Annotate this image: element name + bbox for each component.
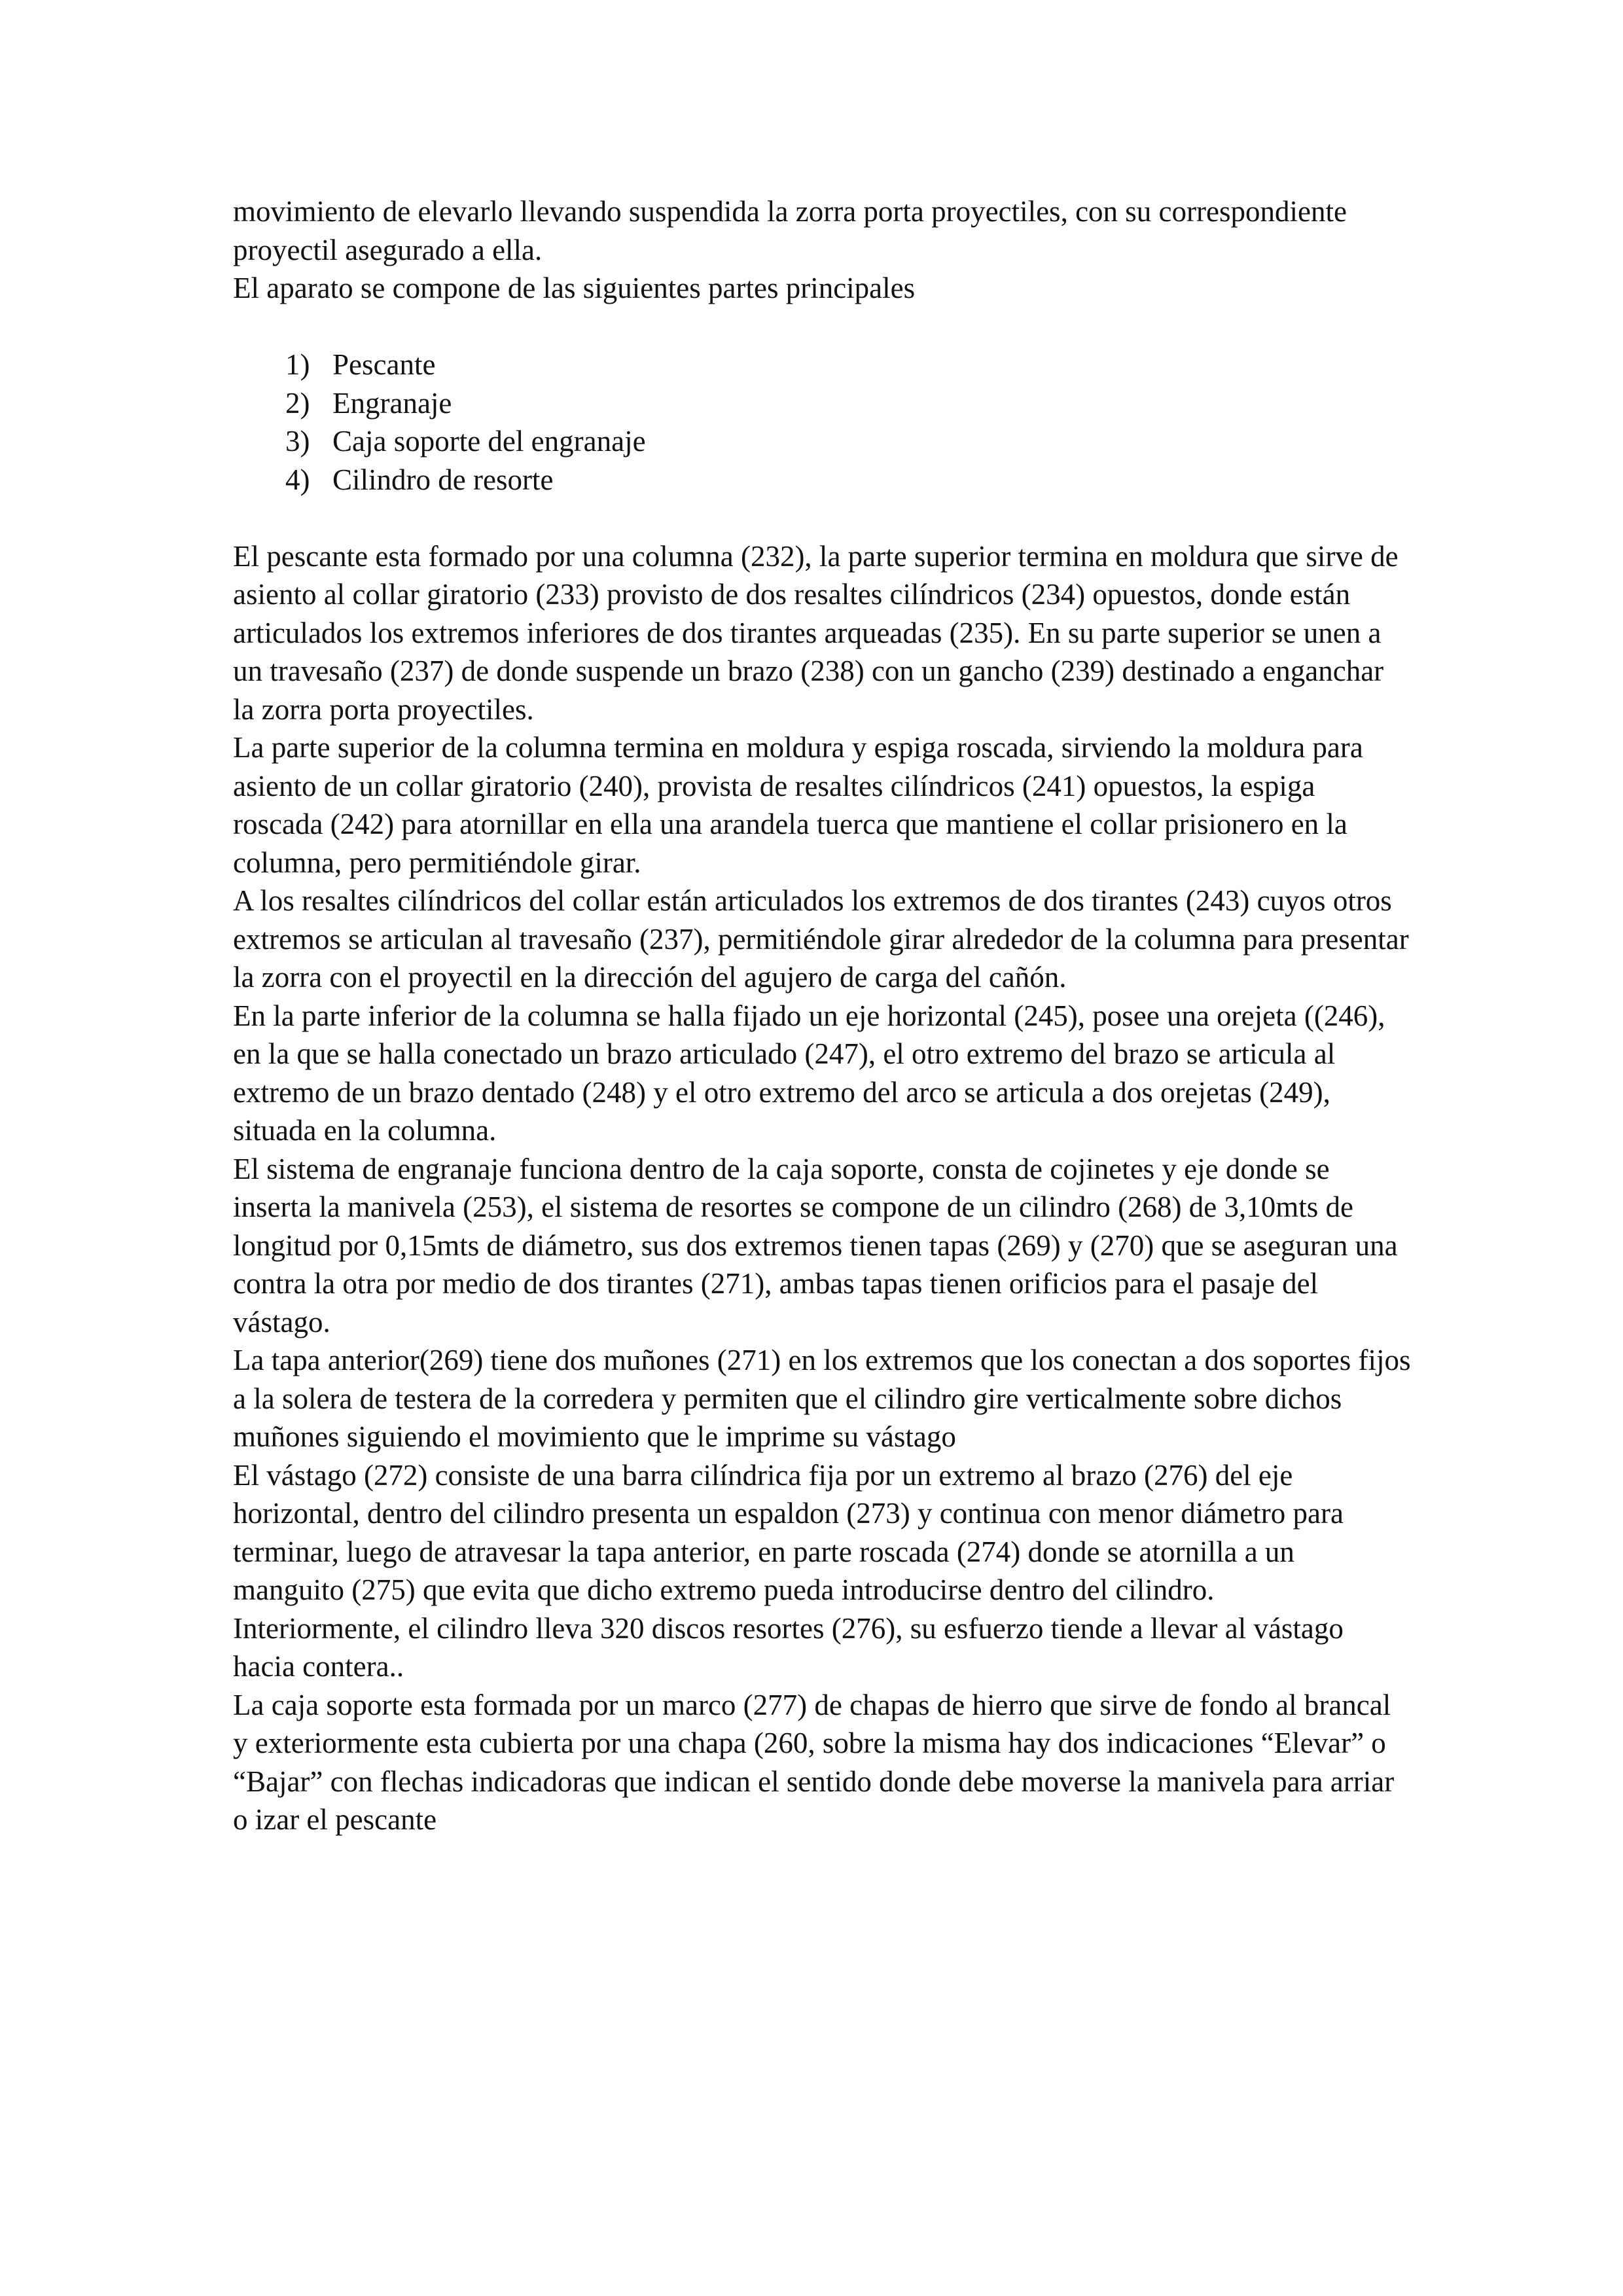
list-item-label: Caja soporte del engranaje <box>332 425 646 457</box>
list-item-label: Cilindro de resorte <box>332 463 554 496</box>
list-item-number: 2) <box>285 386 310 420</box>
body-paragraph: El pescante esta formado por una columna (232), la parte superior termina en moldura que sirve de asiento al collar giratorio (233) provisto de dos resaltes cilíndricos (234) opuestos, donde están articulados los extremos inferiores de dos tirantes arqueadas (235). En su parte superior se unen a un travesaño (237) de donde suspende un brazo (238) con un gancho (239) destinado a enganchar la zorra porta proyectiles. <box>233 539 1399 726</box>
list-item-number: 3) <box>285 425 310 457</box>
document-page <box>233 192 1411 1839</box>
intro-paragraph: movimiento de elevarlo llevando suspendida la zorra porta proyectiles, con su correspondiente proyectil asegurado a ella. <box>233 195 1347 266</box>
body-paragraph: La tapa anterior(269) tiene dos muñones (271) en los extremos que los conectan a dos soportes fijos a la solera de testera de la corredera y permiten que el cilindro gire verticalmente sobre dichos muñones siguiendo el movimiento que le imprime su vástago <box>233 1344 1411 1453</box>
list-item <box>233 346 1411 384</box>
list-item <box>233 384 1411 423</box>
body-paragraph: La parte superior de la columna termina en moldura y espiga roscada, sirviendo la moldura para asiento de un collar giratorio (240), provista de resaltes cilíndricos (241) opuestos, la espiga roscada (242) para atornillar en ella una arandela tuerca que mantiene el collar prisionero en la columna, pero permitiéndole girar. <box>233 731 1363 879</box>
list-item <box>233 422 1411 461</box>
body-paragraph: La caja soporte esta formada por un marco (277) de chapas de hierro que sirve de fondo al brancal y exteriormente esta cubierta por una chapa (260, sobre la misma hay dos indicaciones “Elevar” o “Bajar” con flechas indicadoras que indican el sentido donde debe moverse la manivela para arriar o izar el pescante <box>233 1688 1395 1836</box>
body-paragraph: Interiormente, el cilindro lleva 320 discos resortes (276), su esfuerzo tiende a llevar al vástago hacia contera.. <box>233 1611 1344 1683</box>
list-item-label: Engranaje <box>332 386 452 420</box>
body-paragraph: El sistema de engranaje funciona dentro de la caja soporte, consta de cojinetes y eje donde se inserta la manivela (253), el sistema de resortes se compone de un cilindro (268) de 3,10mts de longitud por 0,15mts de diámetro, sus dos extremos tienen tapas (269) y (270) que se aseguran una contra la otra por medio de dos tirantes (271), ambas tapas tienen orificios para el pasaje del vástago. <box>233 1152 1398 1338</box>
body-paragraph: En la parte inferior de la columna se halla fijado un eje horizontal (245), posee una orejeta ((246), en la que se halla conectado un brazo articulado (247), el otro extremo del brazo se articula al extremo de un brazo dentado (248) y el otro extremo del arco se articula a dos orejetas (249), situada en la columna. <box>233 999 1385 1147</box>
body-paragraph: A los resaltes cilíndricos del collar están articulados los extremos de dos tirantes (243) cuyos otros extremos se articulan al travesaño (237), permitiéndole girar alrededor de la columna para presentar la zorra con el proyectil en la dirección del agujero de carga del cañón. <box>233 884 1409 994</box>
list-item-number: 1) <box>285 348 310 381</box>
list-item <box>233 461 1411 499</box>
list-item-label: Pescante <box>332 348 436 381</box>
parts-intro-line: El aparato se compone de las siguientes partes principales <box>233 272 916 304</box>
list-item-number: 4) <box>285 463 310 496</box>
parts-list <box>233 346 1411 499</box>
body-paragraph: El vástago (272) consiste de una barra cilíndrica fija por un extremo al brazo (276) del eje horizontal, dentro del cilindro presenta un espaldon (273) y continua con menor diámetro para terminar, luego de atravesar la tapa anterior, en parte roscada (274) donde se atornilla a un manguito (275) que evita que dicho extremo pueda introducirse dentro del cilindro. <box>233 1458 1344 1606</box>
